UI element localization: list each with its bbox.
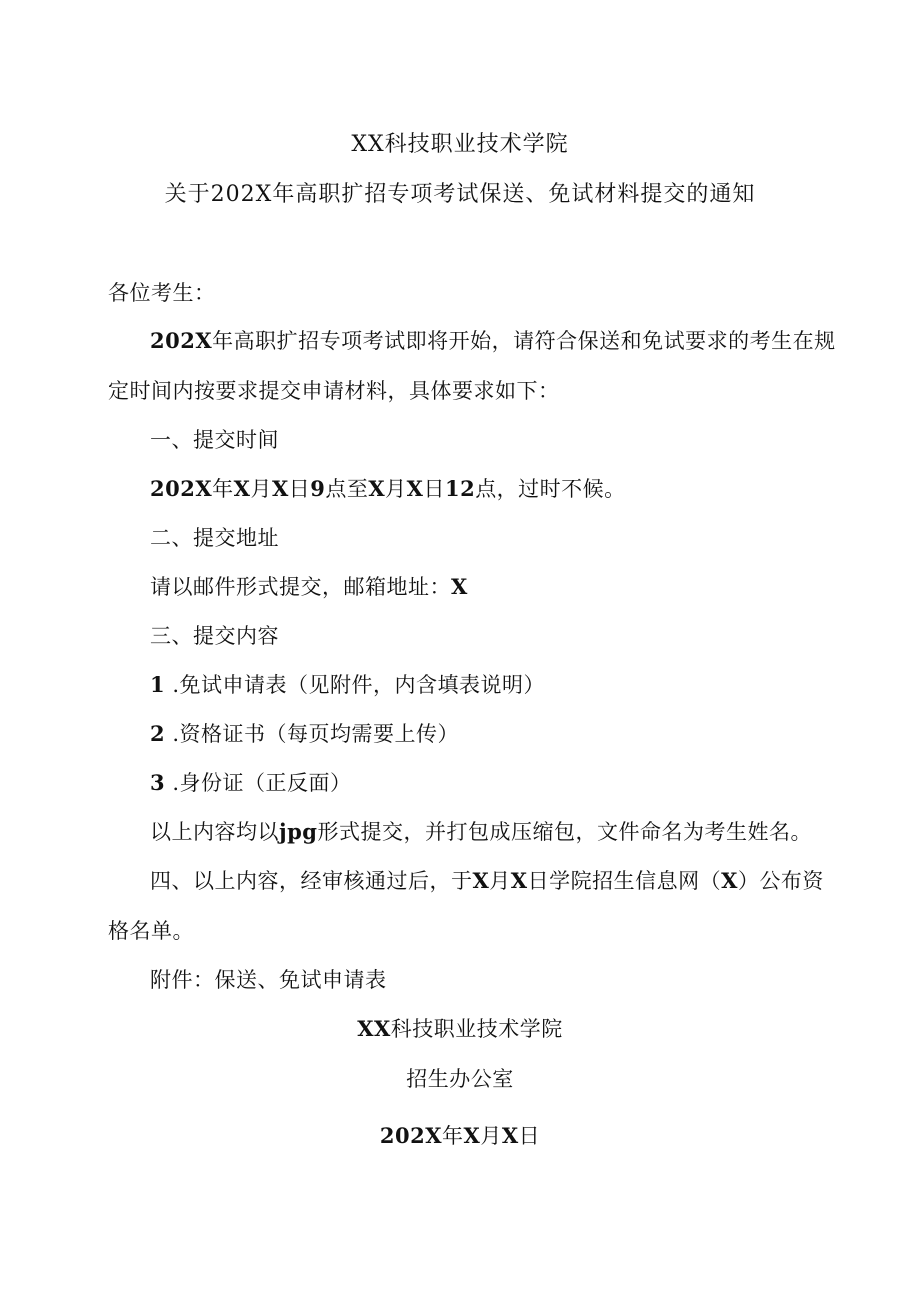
time-text-to: 点至 [325, 477, 369, 501]
address-text: 请以邮件形式提交，邮箱地址： [150, 575, 451, 599]
time-month-1: X [233, 476, 251, 501]
time-text-deadline: 点，过时不候。 [475, 477, 626, 501]
section4-line-1 [150, 866, 824, 896]
time-month-2: X [368, 476, 386, 501]
intro-line-2: 定时间内按要求提交申请材料，具体要求如下： [108, 379, 560, 403]
section4-line-2: 格名单。 [108, 919, 194, 943]
list-item-text: .资格证书（每页均需要上传） [172, 722, 459, 746]
date-text-month: 月 [480, 1124, 502, 1148]
signature-date [0, 1121, 920, 1151]
signature-office: 招生办公室 [406, 1067, 514, 1091]
list-item-number: 3 [150, 770, 166, 795]
publish-month: X [472, 868, 490, 893]
file-format-note [150, 817, 812, 847]
list-item-number: 2 [150, 721, 166, 746]
date-month: X [463, 1123, 481, 1148]
submission-address [150, 572, 468, 602]
signature-school-name: 科技职业技术学院 [390, 1017, 563, 1041]
file-format: jpg [279, 819, 318, 844]
list-item-number: 1 [150, 672, 166, 697]
date-text-year: 年 [442, 1124, 464, 1148]
publish-day: X [510, 868, 528, 893]
section4-text-end: ）公布资 [737, 869, 824, 893]
intro-line-1 [150, 326, 836, 356]
section3-heading: 三、提交内容 [150, 624, 279, 648]
time-text-month-1: 月 [250, 477, 272, 501]
list-item-text: .免试申请表（见附件，内含填表说明） [172, 673, 545, 697]
list-item [150, 670, 545, 700]
section2-heading: 二、提交地址 [150, 526, 279, 550]
time-text-day-1: 日 [288, 477, 311, 501]
attachment-note: 附件：保送、免试申请表 [150, 968, 387, 992]
time-hour-2: 12 [444, 476, 476, 501]
website-name: X [721, 868, 738, 893]
intro-year: 202X [150, 328, 213, 353]
greeting: 各位考生： [108, 281, 216, 305]
section4-text-month: 月 [489, 869, 511, 893]
time-hour-1: 9 [310, 476, 326, 501]
date-day: X [501, 1123, 519, 1148]
format-text-post: 形式提交，并打包成压缩包，文件命名为考生姓名。 [317, 820, 812, 844]
school-name-heading: XX科技职业技术学院 [351, 132, 569, 157]
section4-text-site: 日学院招生信息网（ [527, 869, 722, 893]
format-text-pre: 以上内容均以 [150, 820, 279, 844]
list-item [150, 719, 459, 749]
signature-school [0, 1014, 920, 1044]
time-day-2: X [406, 476, 424, 501]
date-year: 202X [379, 1123, 443, 1148]
notice-title: 关于202X年高职扩招专项考试保送、免试材料提交的通知 [164, 182, 756, 207]
section1-heading: 一、提交时间 [150, 428, 279, 452]
signature-school-abbrev: XX [357, 1016, 391, 1041]
time-text-day-2: 日 [423, 477, 445, 501]
list-item [150, 768, 352, 798]
time-text-month-2: 月 [385, 477, 407, 501]
intro-line-1-text: 年高职扩招专项考试即将开始，请符合保送和免试要求的考生在规 [212, 329, 836, 353]
time-day-1: X [271, 476, 289, 501]
submission-time [150, 474, 626, 504]
section4-text-pre: 四、以上内容，经审核通过后，于 [150, 869, 473, 893]
list-item-text: .身份证（正反面） [172, 771, 352, 795]
date-text-day: 日 [518, 1124, 541, 1148]
time-text-year: 年 [212, 477, 234, 501]
email-address: X [451, 574, 468, 599]
time-year: 202X [150, 476, 213, 501]
